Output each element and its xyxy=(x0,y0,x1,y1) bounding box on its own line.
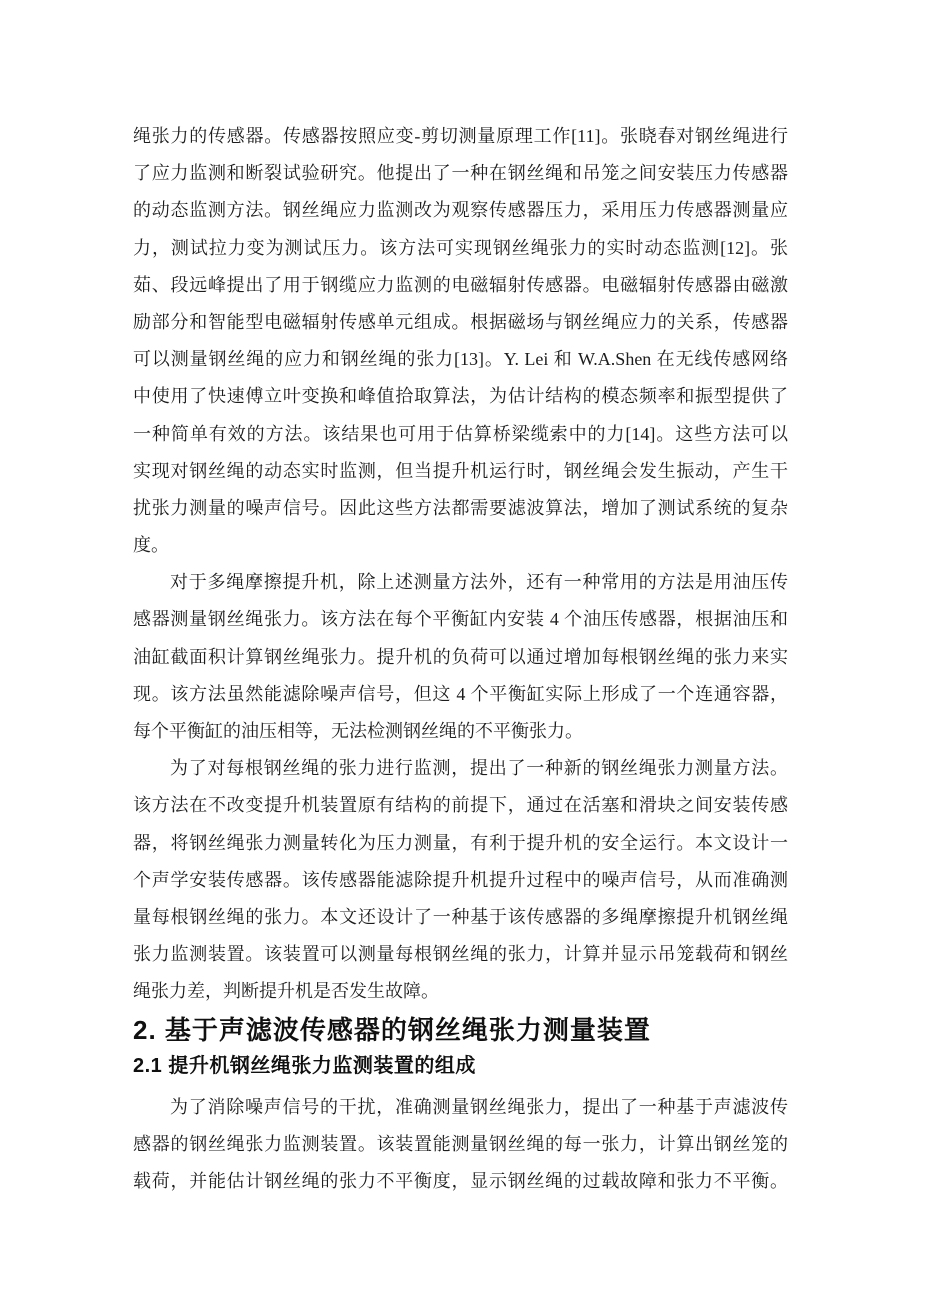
paragraph xyxy=(133,118,788,564)
text-line: 一种简单有效的方法。该结果也可用于估算桥梁缆索中的力[14]。这些方法可以 xyxy=(133,423,788,444)
text-line: 现。该方法虽然能滤除噪声信号，但这 4 个平衡缸实际上形成了一个连通容器， xyxy=(133,683,788,704)
text-line: 张力监测装置。该装置可以测量每根钢丝绳的张力，计算并显示吊笼载荷和钢丝 xyxy=(133,944,788,965)
text-line: 器，将钢丝绳张力测量转化为压力测量，有利于提升机的安全运行。本文设计一 xyxy=(133,832,788,853)
text-line: 可以测量钢丝绳的应力和钢丝绳的张力[13]。Y. Lei 和 W.A.Shen 在无线传感网络 xyxy=(133,349,788,370)
text-line: 为了对每根钢丝绳的张力进行监测，提出了一种新的钢丝绳张力测量方法。 xyxy=(170,758,788,779)
text-line: 绳张力的传感器。传感器按照应变-剪切测量原理工作[11]。张晓春对钢丝绳进行 xyxy=(133,126,788,146)
text-line: 量每根钢丝绳的张力。本文还设计了一种基于该传感器的多绳摩擦提升机钢丝绳 xyxy=(133,906,788,927)
text-line: 该方法在不改变提升机装置原有结构的前提下，通过在活塞和滑块之间安装传感 xyxy=(133,795,788,816)
text-line: 中使用了快速傅立叶变换和峰值拾取算法，为估计结构的模态频率和振型提供了 xyxy=(133,386,788,407)
text-line: 励部分和智能型电磁辐射传感单元组成。根据磁场与钢丝绳应力的关系，传感器 xyxy=(133,311,788,332)
text-line: 度。 xyxy=(133,535,169,556)
text-line: 感器测量钢丝绳张力。该方法在每个平衡缸内安装 4 个油压传感器，根据油压和 xyxy=(133,609,788,630)
text-line: 每个平衡缸的油压相等，无法检测钢丝绳的不平衡张力。 xyxy=(133,721,583,741)
text-line: 实现对钢丝绳的动态实时监测，但当提升机运行时，钢丝绳会发生振动，产生干 xyxy=(133,460,788,481)
text-line: 对于多绳摩擦提升机，除上述测量方法外，还有一种常用的方法是用油压传 xyxy=(170,572,788,593)
text-line: 扰张力测量的噪声信号。因此这些方法都需要滤波算法，增加了测试系统的复杂 xyxy=(133,497,788,518)
subsection-heading: 2.1 提升机钢丝绳张力监测装置的组成 xyxy=(133,1054,476,1077)
paragraph xyxy=(133,750,788,1010)
text-line: 为了消除噪声信号的干扰，准确测量钢丝绳张力，提出了一种基于声滤波传 xyxy=(170,1096,788,1117)
paragraph xyxy=(133,564,788,750)
text-line: 绳张力差，判断提升机是否发生故障。 xyxy=(133,981,439,1002)
text-line: 的动态监测方法。钢丝绳应力监测改为观察传感器压力，采用压力传感器测量应 xyxy=(133,200,788,221)
text-line: 茹、段远峰提出了用于钢缆应力监测的电磁辐射传感器。电磁辐射传感器由磁激 xyxy=(133,274,788,295)
text-line: 力，测试拉力变为测试压力。该方法可实现钢丝绳张力的实时动态监测[12]。张 xyxy=(133,237,788,258)
text-line: 了应力监测和断裂试验研究。他提出了一种在钢丝绳和吊笼之间安装压力传感器 xyxy=(133,163,788,184)
text-column xyxy=(133,118,788,1200)
text-line: 个声学安装传感器。该传感器能滤除提升机提升过程中的噪声信号，从而准确测 xyxy=(133,869,788,890)
paragraph xyxy=(133,1089,788,1201)
section-heading: 2. 基于声滤波传感器的钢丝绳张力测量装置 xyxy=(133,1014,651,1045)
text-line: 载荷，并能估计钢丝绳的张力不平衡度，显示钢丝绳的过载故障和张力不平衡。 xyxy=(133,1170,788,1191)
text-line: 油缸截面积计算钢丝绳张力。提升机的负荷可以通过增加每根钢丝绳的张力来实 xyxy=(133,646,788,667)
text-line: 感器的钢丝绳张力监测装置。该装置能测量钢丝绳的每一张力，计算出钢丝笼的 xyxy=(133,1133,788,1154)
